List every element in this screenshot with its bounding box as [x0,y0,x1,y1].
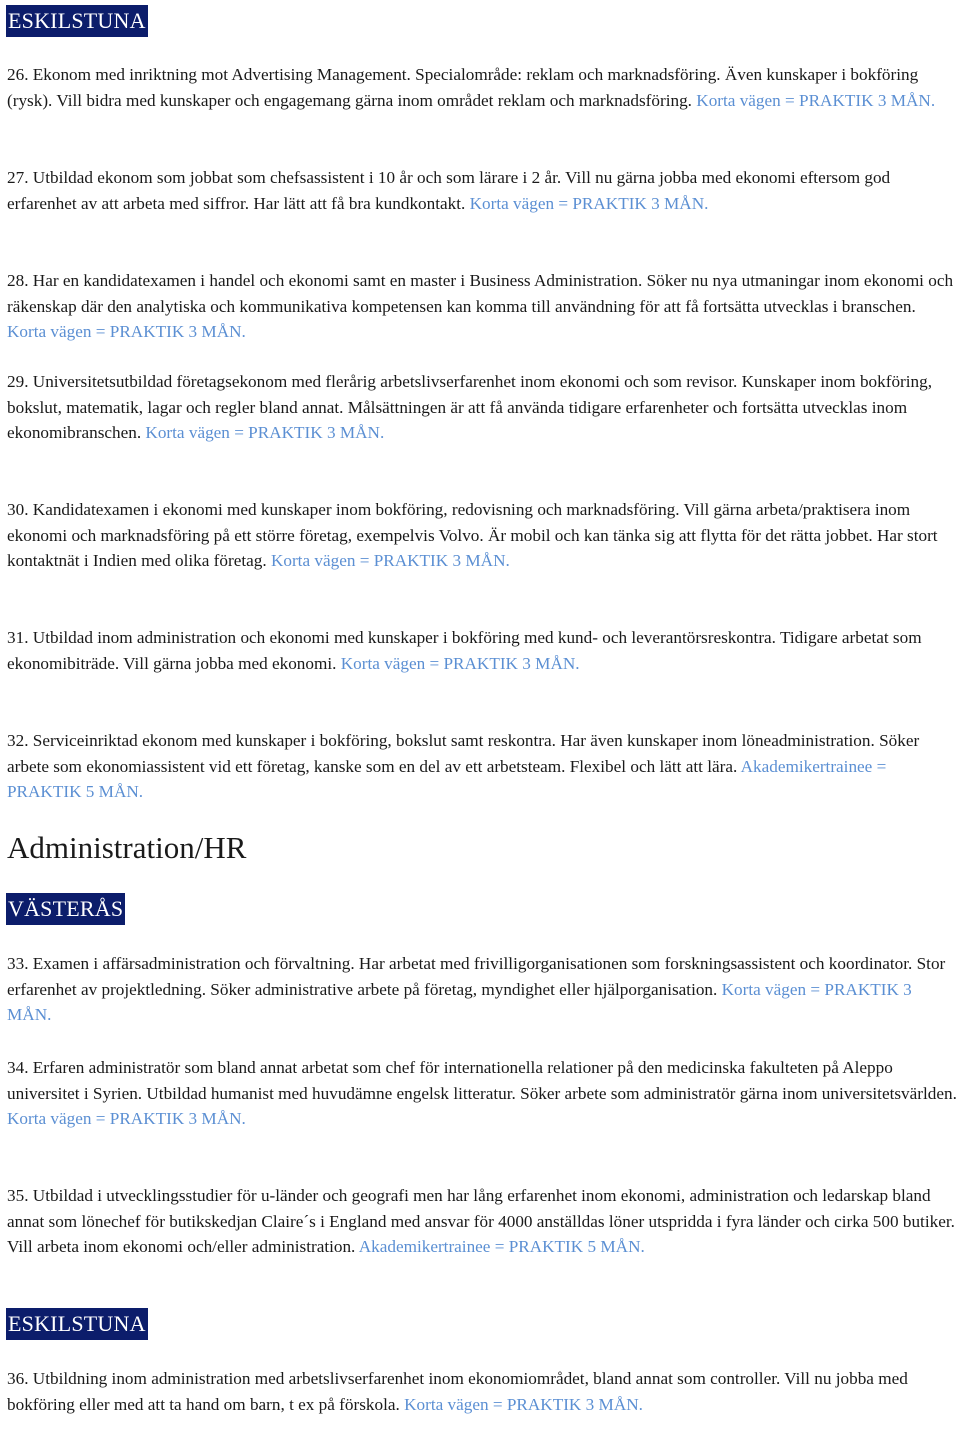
entry-32 [7,728,957,805]
entry-cta: Korta vägen = PRAKTIK 3 MÅN. [696,90,936,110]
entry-cta: Akademikertrainee = PRAKTIK 5 MÅN. [358,1237,645,1256]
entry-36 [7,1366,957,1417]
entry-cta: Korta vägen = PRAKTIK 3 MÅN. [145,423,385,442]
entry-31 [7,625,957,676]
entry-text: 27. Utbildad ekonom som jobbat som chefsassistent i 10 år och som lärare i 2 år. Vill nu gärna jobba med ekonomi eftersom god erfarenhet av att arbeta med siffror. Har lätt att få bra kundkontakt. [7,168,891,213]
entry-35 [7,1183,957,1260]
location-tag-vasteras: VÄSTERÅS [6,893,125,925]
entry-27 [7,165,957,216]
entry-text: 34. Erfaren administratör som bland annat arbetat som chef för internationella relationer på den medicinska fakulteten på Aleppo universitet i Syrien. Utbildad humanist med huvudämne engelsk litteratur. Söker arbete som administratör gärna inom universitetsvärlden. [7,1058,957,1103]
entry-text: 31. Utbildad inom administration och ekonomi med kunskaper i bokföring med kund- och leverantörsreskontra. Tidigare arbetat som ekonomibiträde. Vill gärna jobba med ekonomi. [7,628,922,673]
entry-text: 29. Universitetsutbildad företagsekonom med flerårig arbetslivserfarenhet inom ekonomi och som revisor. Kunskaper inom bokföring, bokslut, matematik, lagar och regler bland annat. Målsättningen är att få använda tidigare erfarenheter och fortsätta utvecklas inom ekonomibranschen. [7,372,933,442]
entry-34 [7,1055,957,1132]
entry-cta: Korta vägen = PRAKTIK 3 MÅN. [469,193,709,213]
entry-26 [7,62,957,113]
location-tag-eskilstuna: ESKILSTUNA [6,1308,148,1340]
entry-cta: Korta vägen = PRAKTIK 3 MÅN. [7,979,912,1024]
entry-29 [7,369,957,446]
entry-text: 30. Kandidatexamen i ekonomi med kunskaper inom bokföring, redovisning och marknadsföring. Vill gärna arbeta/praktisera inom ekonomi och marknadsföring på ett större företag, exempelvis Volvo. Är mobil och kan tänka sig att flytta för det rätta jobbet. Har stort kontaktnät i Indien med olika företag. [7,500,938,570]
entry-text: 35. Utbildad i utvecklingsstudier för u-länder och geografi men har lång erfarenhet inom ekonomi, administration och ledarskap bland annat som lönechef för butikskedjan Claire´s i England med ansvar för 4000 anställdas löner utspridda i fyra länder och cirka 500 butiker. Vill arbeta inom ekonomi och/eller administration. [7,1186,955,1256]
entry-text: 26. Ekonom med inriktning mot Advertising Management. Specialområde: reklam och marknadsföring. Även kunskaper i bokföring (rysk). Vill bidra med kunskaper och engagemang gärna inom området reklam och marknadsföring. [7,65,919,110]
entry-cta: Korta vägen = PRAKTIK 3 MÅN. [7,1109,246,1128]
entry-cta: Korta vägen = PRAKTIK 3 MÅN. [7,322,246,341]
entry-30 [7,497,957,574]
entry-33 [7,951,957,1028]
entry-text: 36. Utbildning inom administration med arbetslivserfarenhet inom ekonomiområdet, bland annat som controller. Vill nu jobba med bokföring eller med att ta hand om barn, t ex på förskola. [7,1369,908,1414]
entry-cta: Korta vägen = PRAKTIK 3 MÅN. [404,1394,643,1414]
entry-cta: Korta vägen = PRAKTIK 3 MÅN. [340,653,580,673]
location-tag-eskilstuna: ESKILSTUNA [6,5,148,37]
section-heading: Administration/HR [7,830,247,865]
entry-text: 28. Har en kandidatexamen i handel och ekonomi samt en master i Business Administration. Söker nu nya utmaningar inom ekonomi och räkenskap där den analytiska och kommunikativa kompetensen kan komma till användning för att få fortsätta utvecklas i branschen. [7,271,954,316]
entry-text: 32. Serviceinriktad ekonom med kunskaper i bokföring, bokslut samt reskontra. Har även kunskaper inom löneadministration. Söker arbete som ekonomiassistent vid ett företag, kanske som en del av ett arbetsteam. Flexibel och lätt att lära. [7,731,920,776]
entry-text: 33. Examen i affärsadministration och förvaltning. Har arbetat med frivilligorganisationen som forskningsassistent och koordinator. Stor erfarenhet av projektledning. Söker administrative arbete på företag, myndighet eller hjälporganisation. [7,954,946,999]
entry-28 [7,268,957,345]
entry-cta: Akademikertrainee = PRAKTIK 5 MÅN. [7,756,887,801]
entry-cta: Korta vägen = PRAKTIK 3 MÅN. [270,551,510,570]
